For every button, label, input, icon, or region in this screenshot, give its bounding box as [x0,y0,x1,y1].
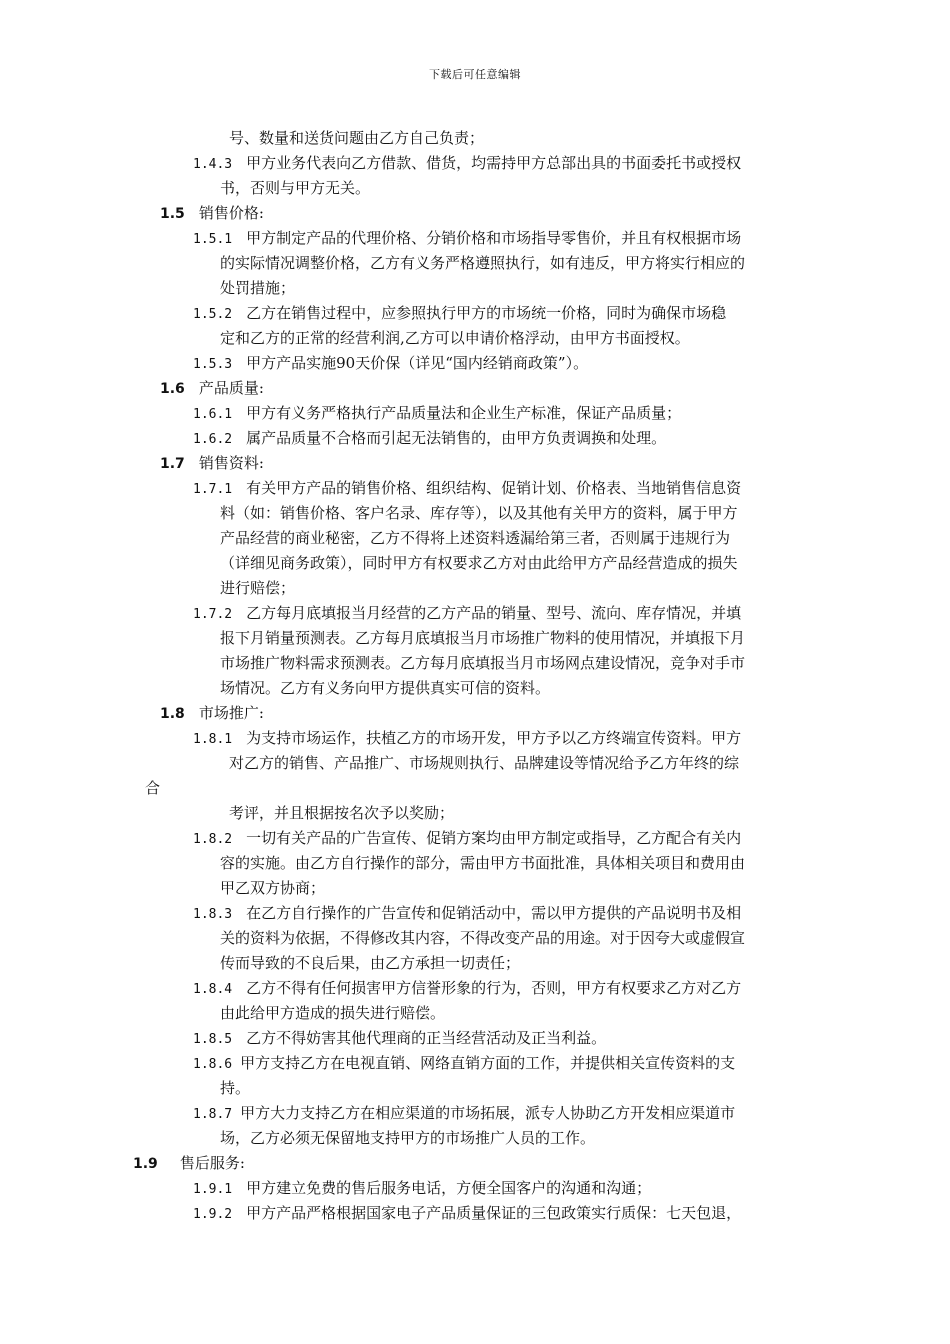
text-line: 持。 [220,1079,251,1097]
clause-number: 1.7.1 [193,482,233,497]
clause-1-5-1: 1.5.1 甲方制定产品的代理价格、分销价格和市场指导零售价，并且有权根据市场 [193,226,741,252]
text-line: 场情况。乙方有义务向甲方提供真实可信的资料。 [220,679,551,697]
clause-1-8-5: 1.8.5 乙方不得妨害其他代理商的正当经营活动及正当利益。 [193,1026,606,1052]
clause-number: 1.5.2 [193,307,233,322]
page-header: 下载后可任意编辑 [429,68,521,81]
clause-number: 1.4.3 [193,157,233,172]
clause-number: 1.8.3 [193,907,233,922]
text-line: 报下月销量预测表。乙方每月底填报当月市场推广物料的使用情况，并填报下月 [220,629,746,647]
clause-1-9-1: 1.9.1 甲方建立免费的售后服务电话，方便全国客户的沟通和沟通； [193,1176,651,1202]
section-number: 1.7 [160,456,185,472]
clause-1-6-1: 1.6.1 甲方有义务严格执行产品质量法和企业生产标准，保证产品质量； [193,401,681,427]
text-line: 的实际情况调整价格，乙方有义务严格遵照执行，如有违反，甲方将实行相应的 [220,254,746,272]
clause-1-5-2: 1.5.2 乙方在销售过程中，应参照执行甲方的市场统一价格，同时为确保市场稳 [193,301,726,327]
clause-number: 1.8.5 [193,1032,233,1047]
text-line: 甲乙双方协商； [220,879,326,897]
clause-1-7-2: 1.7.2 乙方每月底填报当月经营的乙方产品的销量、型号、流向、库存情况，并填 [193,601,741,627]
clause-1-9-2: 1.9.2 甲方产品严格根据国家电子产品质量保证的三包政策实行质保：七天包退， [193,1201,741,1227]
clause-number: 1.8.1 [193,732,233,747]
section-1-5: 1.5 销售价格: [160,201,264,226]
section-1-9: 1.9 售后服务: [133,1151,245,1176]
clause-1-8-1: 1.8.1 为支持市场运作，扶植乙方的市场开发，甲方予以乙方终端宣传资料。甲方 [193,726,741,752]
section-1-6: 1.6 产品质量: [160,376,264,401]
text-line: 场，乙方必须无保留地支持甲方的市场推广人员的工作。 [220,1129,596,1147]
clause-1-8-3: 1.8.3 在乙方自行操作的广告宣传和促销活动中，需以甲方提供的产品说明书及相 [193,901,741,927]
text-line: 市场推广物料需求预测表。乙方每月底填报当月市场网点建设情况，竞争对手市 [220,654,746,672]
text-line: （详细见商务政策），同时甲方有权要求乙方对由此给甲方产品经营造成的损失 [220,554,738,572]
text-line: 定和乙方的正常的经营利润,乙方可以申请价格浮动，由甲方书面授权。 [220,329,690,347]
text-line: 号、数量和送货问题由乙方自己负责； [229,129,485,147]
text-line: 进行赔偿； [220,579,296,597]
clause-1-6-2: 1.6.2 属产品质量不合格而引起无法销售的，由甲方负责调换和处理。 [193,426,666,452]
clause-1-7-1: 1.7.1 有关甲方产品的销售价格、组织结构、促销计划、价格表、当地销售信息资 [193,476,741,502]
clause-1-8-4: 1.8.4 乙方不得有任何损害甲方信誉形象的行为，否则，甲方有权要求乙方对乙方 [193,976,741,1002]
clause-number: 1.8.6 [193,1057,233,1072]
text-line: 由此给甲方造成的损失进行赔偿。 [220,1004,446,1022]
text-line: 传而导致的不良后果，由乙方承担一切责任； [220,954,521,972]
clause-number: 1.9.1 [193,1182,233,1197]
clause-number: 1.8.4 [193,982,233,997]
text-line: 关的资料为依据，不得修改其内容，不得改变产品的用途。对于因夸大或虚假宣 [220,929,746,947]
text-line: 书，否则与甲方无关。 [220,179,371,197]
section-number: 1.5 [160,206,185,222]
section-1-8: 1.8 市场推广: [160,701,264,726]
clause-1-4-3: 1.4.3 甲方业务代表向乙方借款、借货，均需持甲方总部出具的书面委托书或授权 [193,151,741,177]
text-line: 考评，并且根据按名次予以奖励； [229,804,455,822]
section-number: 1.9 [133,1156,158,1172]
section-1-7: 1.7 销售资料: [160,451,264,476]
text-line: 容的实施。由乙方自行操作的部分，需由甲方书面批准，具体相关项目和费用由 [220,854,746,872]
text-line: 料（如：销售价格、客户名录、库存等），以及其他有关甲方的资料，属于甲方 [220,504,738,522]
clause-number: 1.6.1 [193,407,233,422]
section-number: 1.6 [160,381,185,397]
clause-number: 1.9.2 [193,1207,233,1222]
clause-1-8-6: 1.8.6 甲方支持乙方在电视直销、网络直销方面的工作，并提供相关宣传资料的支 [193,1051,735,1077]
text-line: 处罚措施； [220,279,296,297]
text-line: 对乙方的销售、产品推广、市场规则执行、品牌建设等情况给予乙方年终的综 [229,754,740,772]
clause-1-8-2: 1.8.2 一切有关产品的广告宣传、促销方案均由甲方制定或指导，乙方配合有关内 [193,826,741,852]
clause-1-5-3: 1.5.3 甲方产品实施90天价保（详见“国内经销商政策”）。 [193,351,588,377]
clause-number: 1.8.2 [193,832,233,847]
clause-number: 1.6.2 [193,432,233,447]
text-line: 合 [145,779,161,797]
clause-number: 1.7.2 [193,607,233,622]
clause-1-8-7: 1.8.7 甲方大力支持乙方在相应渠道的市场拓展，派专人协助乙方开发相应渠道市 [193,1101,735,1127]
text-line: 产品经营的商业秘密，乙方不得将上述资料透漏给第三者，否则属于违规行为 [220,529,731,547]
clause-number: 1.8.7 [193,1107,233,1122]
clause-number: 1.5.1 [193,232,233,247]
section-number: 1.8 [160,706,185,722]
clause-number: 1.5.3 [193,357,233,372]
